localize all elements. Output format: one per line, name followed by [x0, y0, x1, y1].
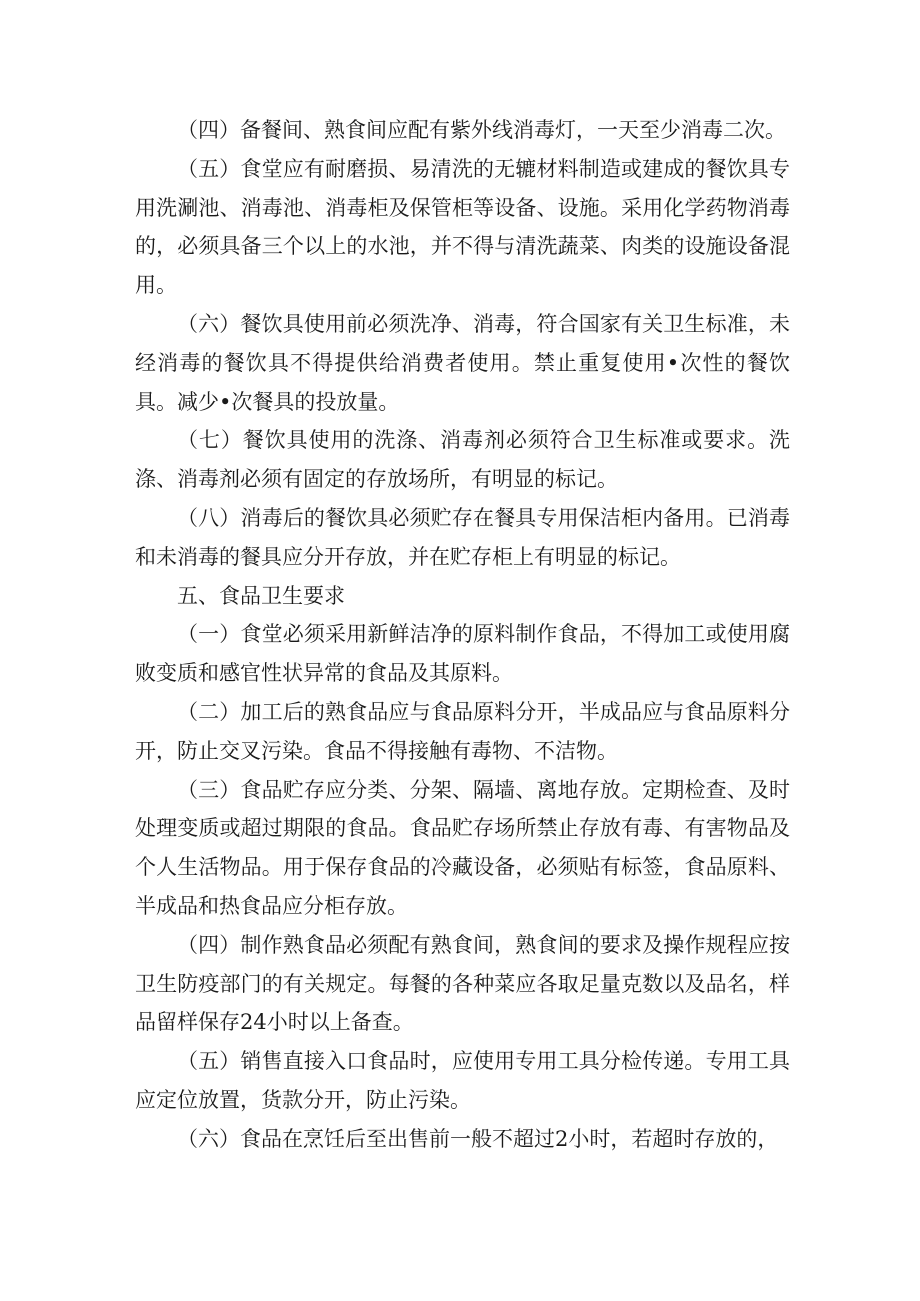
- paragraph-food-3: （三）食品贮存应分类、分架、隔墙、离地存放。定期检查、及时处理变质或超过期限的食品。食品贮存场所禁止存放有毒、有害物品及个人生活物品。用于保存食品的冷藏设备，必须贴有标签，食品原料、半成品和热食品应分柜存放。: [135, 777, 790, 918]
- paragraph-food-1: （一）食堂必须采用新鲜洁净的原料制作食品，不得加工或使用腐败变质和感官性状异常的食品及其原料。: [135, 622, 790, 686]
- paragraph-equipment-5: （五）食堂应有耐磨损、易清洗的无辘材料制造或建成的餐饮具专用洗涮池、消毒池、消毒柜及保管柜等设备、设施。采用化学药物消毒的，必须具备三个以上的水池，并不得与清洗蔬菜、肉类的设施设备混用。: [135, 156, 790, 298]
- paragraph-food-4: （四）制作熟食品必须配有熟食间，熟食间的要求及操作规程应按卫生防疫部门的有关规定。每餐的各种菜应各取足量克数以及品名，样品留样保存24小时以上备查。: [135, 932, 790, 1035]
- paragraph-food-5: （五）销售直接入口食品时，应使用专用工具分检传递。专用工具应定位放置，货款分开，防止污染。: [135, 1049, 790, 1112]
- paragraph-food-2: （二）加工后的熟食品应与食品原料分开，半成品应与食品原料分开，防止交叉污染。食品不得接触有毒物、不洁物。: [135, 699, 790, 763]
- document-body: [135, 111, 790, 1159]
- section-heading-food-hygiene: 五、食品卫生要求: [177, 583, 345, 608]
- paragraph-equipment-4: （四）备餐间、熟食间应配有紫外线消毒灯，一天至少消毒二次。: [177, 118, 786, 142]
- paragraph-food-6: （六）食品在烹饪后至出售前一般不超过2小时，若超时存放的，: [177, 1126, 779, 1151]
- paragraph-equipment-6: （六）餐饮具使用前必须洗净、消毒，符合国家有关卫生标准，未经消毒的餐饮具不得提供给消费者使用。禁止重复使用•次性的餐饮具。减少•次餐具的投放量。: [135, 311, 790, 414]
- paragraph-equipment-8: （八）消毒后的餐饮具必须贮存在餐具专用保洁柜内备用。已消毒和未消毒的餐具应分开存放，并在贮存柜上有明显的标记。: [135, 505, 790, 569]
- paragraph-equipment-7: （七）餐饮具使用的洗涤、消毒剂必须符合卫生标准或要求。洗涤、消毒剂必须有固定的存放场所，有明显的标记。: [135, 428, 790, 492]
